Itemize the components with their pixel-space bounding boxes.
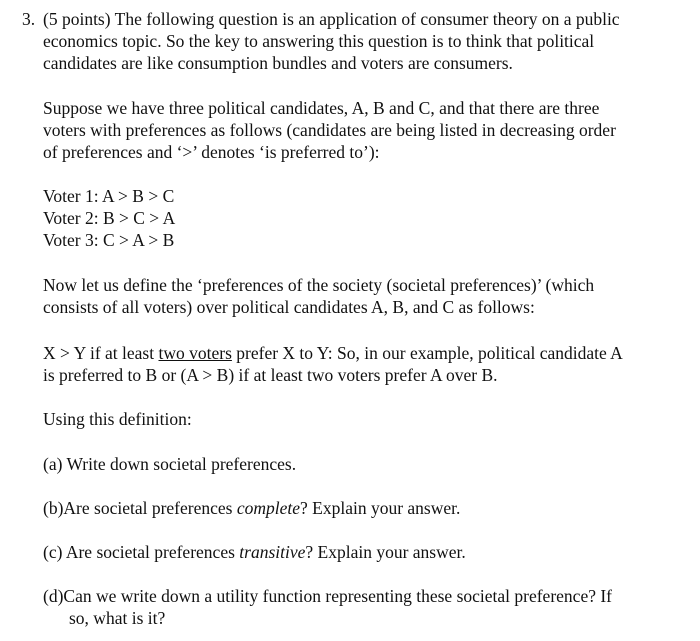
underlined-two-voters: two voters (158, 343, 232, 363)
societal-definition-paragraph: Now let us define the ‘preferences of the society (societal preferences)’ (which consists of all voters) over political candidates A, B, and C as follows: (43, 275, 595, 317)
question-number: 3. (22, 9, 36, 29)
voter-preferences-list (43, 185, 693, 251)
part-b: (b)Are societal preferences complete? Explain your answer. (43, 498, 461, 518)
voter-3-preferences: Voter 3: C > A > B (43, 230, 175, 250)
voter-2-preferences: Voter 2: B > C > A (43, 208, 176, 228)
intro-paragraph: (5 points) The following question is an application of consumer theory on a public economics topic. So the key to answering this question is to think that political candidates are like consumption bundles and voters are consumers. (43, 9, 620, 73)
voter-1-preferences: Voter 1: A > B > C (43, 186, 175, 206)
part-c: (c) Are societal preferences transitive? Explain your answer. (43, 542, 466, 562)
using-definition-text: Using this definition: (43, 409, 192, 429)
part-a: (a) Write down societal preferences. (43, 454, 297, 474)
rule-paragraph: X > Y if at least two voters prefer X to Y: So, in our example, political candidate A is preferred to B or (A > B) if at least two voters prefer A over B. (43, 343, 623, 385)
part-d: (d)Can we write down a utility function representing these societal preference? If so, what is it? (43, 586, 613, 628)
setup-paragraph: Suppose we have three political candidates, A, B and C, and that there are three voters with preferences as follows (candidates are being listed in decreasing order of preferences and ‘>’ denotes ‘is preferred to’): (43, 98, 616, 162)
